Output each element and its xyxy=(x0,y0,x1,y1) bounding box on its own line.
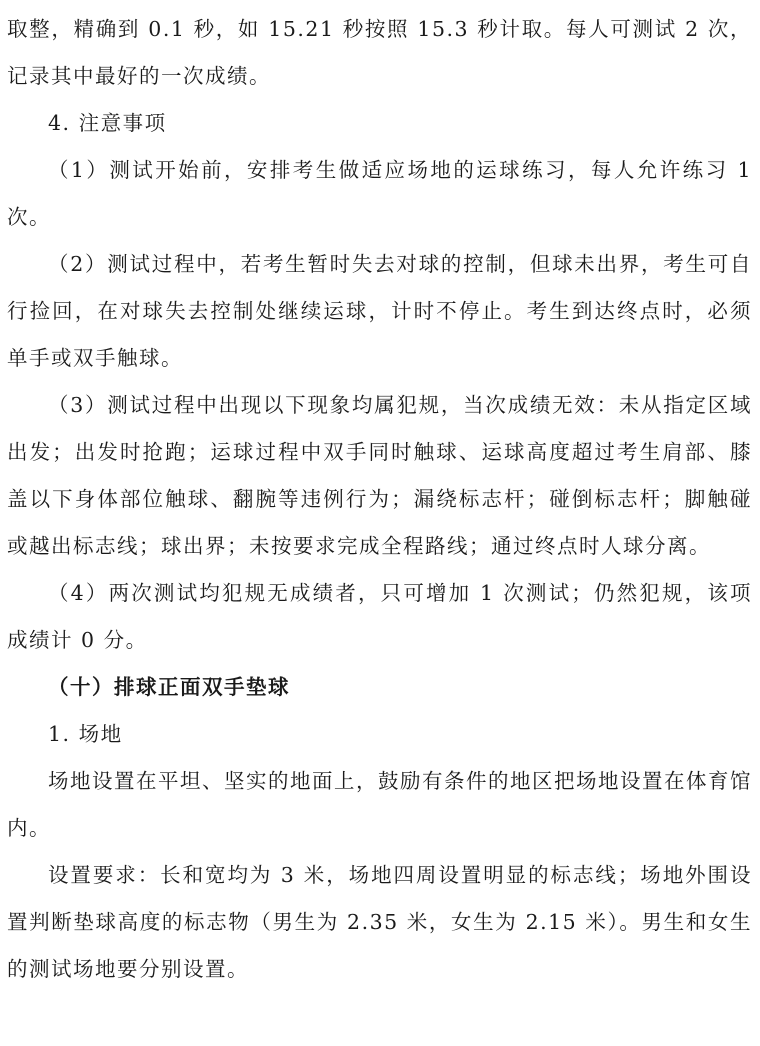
paragraph-venue-requirements: 设置要求：长和宽均为 3 米，场地四周设置明显的标志线；场地外围设置判断垫球高度的标志物（男生为 2.35 米，女生为 2.15 米）。男生和女生的测试场地要分别设置。 xyxy=(7,863,752,981)
paragraph-scoring-rule: 取整，精确到 0.1 秒，如 15.21 秒按照 15.3 秒计取。每人可测试 2 次，记录其中最好的一次成绩。 xyxy=(7,17,752,88)
paragraph-venue-setup: 场地设置在平坦、坚实的地面上，鼓励有条件的地区把场地设置在体育馆内。 xyxy=(7,769,752,840)
paragraph-note-4: （4）两次测试均犯规无成绩者，只可增加 1 次测试；仍然犯规，该项成绩计 0 分。 xyxy=(7,581,752,652)
paragraph-note-2: （2）测试过程中，若考生暂时失去对球的控制，但球未出界，考生可自行捡回，在对球失去控制处继续运球，计时不停止。考生到达终点时，必须单手或双手触球。 xyxy=(7,252,752,370)
section-heading-venue: 1. 场地 xyxy=(48,722,123,746)
paragraph-note-3: （3）测试过程中出现以下现象均属犯规，当次成绩无效：未从指定区域出发；出发时抢跑；运球过程中双手同时触球、运球高度超过考生肩部、膝盖以下身体部位触球、翻腕等违例行为；漏绕标志杆；碰倒标志杆；脚触碰或越出标志线；球出界；未按要求完成全程路线；通过终点时人球分离。 xyxy=(7,393,752,558)
section-heading-volleyball: （十）排球正面双手垫球 xyxy=(48,675,290,699)
section-heading-notes: 4. 注意事项 xyxy=(48,111,167,135)
paragraph-note-1: （1）测试开始前，安排考生做适应场地的运球练习，每人允许练习 1 次。 xyxy=(7,158,752,229)
